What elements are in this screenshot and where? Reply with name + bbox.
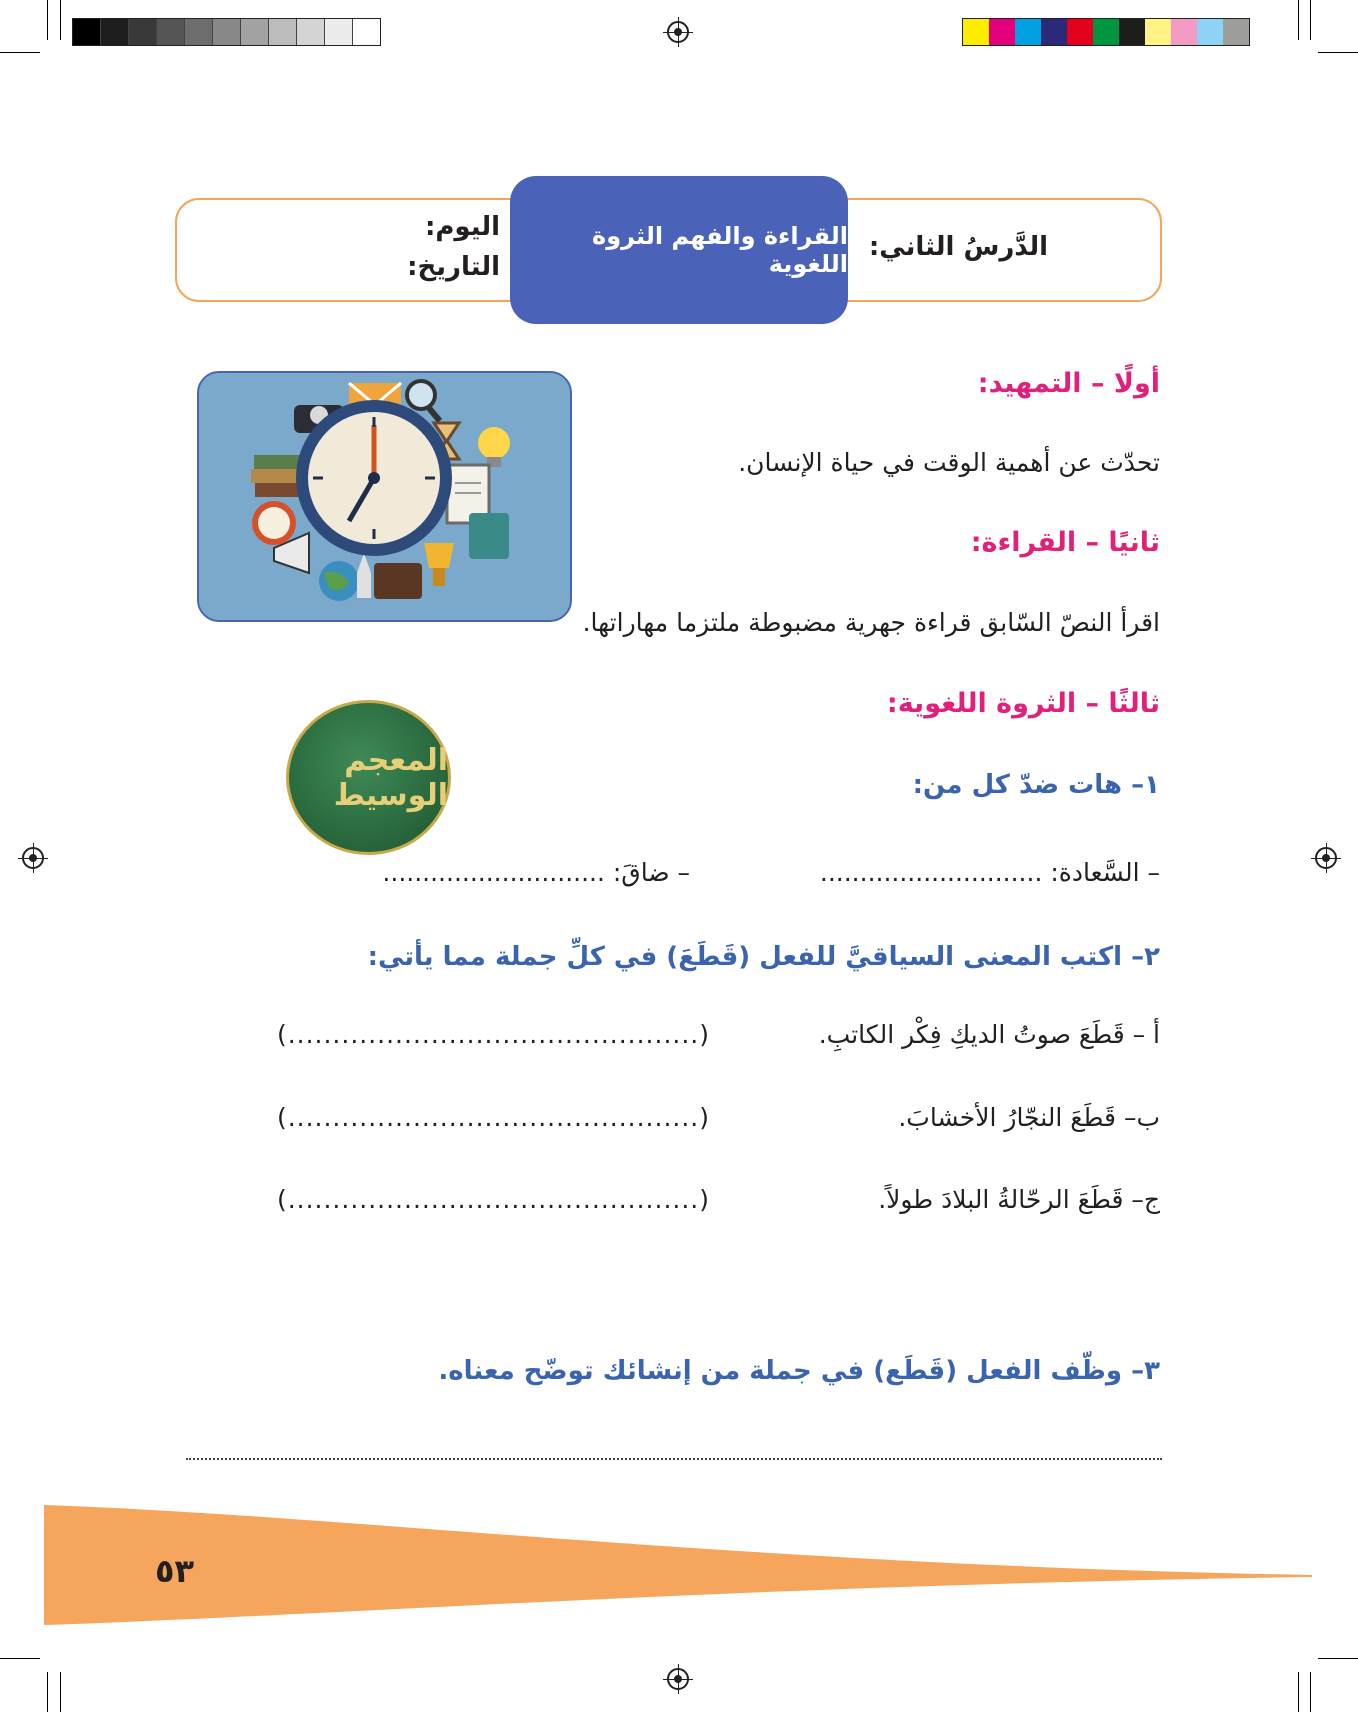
crop-mark: [47, 0, 48, 40]
q2-blank-c: (..............................................): [276, 1185, 710, 1214]
crop-mark: [60, 1672, 61, 1712]
crop-mark: [1298, 0, 1299, 40]
crop-mark: [60, 0, 61, 40]
vocabulary-heading: ثالثًا – الثروة اللغوية:: [886, 688, 1160, 719]
lesson-label: الدَّرسُ الثاني:: [868, 232, 1048, 262]
day-label: اليوم:: [424, 212, 500, 242]
intro-heading: أولًا – التمهيد:: [977, 368, 1160, 399]
grayscale-calibration-bar: [72, 18, 381, 46]
q2-sentence-c: ج– قَطَعَ الرحّالةُ البلادَ طولاً.: [878, 1185, 1160, 1214]
intro-text: تحدّث عن أهمية الوقت في حياة الإنسان.: [738, 448, 1160, 477]
reading-heading: ثانيًا – القراءة:: [970, 527, 1160, 558]
crop-mark: [1318, 52, 1358, 53]
lesson-title-tab: [510, 176, 848, 324]
crop-mark: [47, 1672, 48, 1712]
date-label: التاريخ:: [407, 252, 500, 282]
q2-blank-a: (..............................................): [276, 1020, 710, 1049]
registration-mark-icon: [667, 1668, 689, 1690]
seal-text: المعجم الوسيط: [333, 742, 448, 813]
crop-mark: [1298, 1672, 1299, 1712]
crop-mark: [0, 1658, 40, 1659]
crop-mark: [1310, 0, 1311, 40]
registration-mark-icon: [667, 21, 689, 43]
registration-mark-icon: [22, 847, 44, 869]
antonym-item-narrowed: – ضاقَ: ............................: [382, 858, 690, 887]
answer-line: [186, 1458, 1162, 1460]
antonym-item-happiness: – السَّعادة: ............................: [819, 858, 1160, 887]
question-2-title: ٢– اكتب المعنى السياقيَّ للفعل (قَطَعَ) في كلِّ جملة مما يأتي:: [367, 942, 1160, 972]
crop-mark: [1310, 1672, 1311, 1712]
question-3-title: ٣– وظّف الفعل (قَطَع) في جملة من إنشائك توضّح معناه.: [438, 1356, 1160, 1386]
reading-text: اقرأ النصّ السّابق قراءة جهرية مضبوطة ملتزما مهاراتها.: [582, 608, 1160, 637]
crop-mark: [1318, 1658, 1358, 1659]
q2-blank-b: (..............................................): [276, 1103, 710, 1132]
q2-sentence-b: ب– قَطَعَ النجّارُ الأخشابَ.: [898, 1103, 1160, 1132]
q2-sentence-a: أ – قَطَعَ صوتُ الديكِ فِكْر الكاتبِ.: [818, 1020, 1160, 1049]
crop-mark: [0, 52, 40, 53]
footer-swoosh: [44, 1505, 1312, 1625]
dictionary-seal-image: [286, 700, 451, 855]
clock-collage-image: [197, 371, 572, 622]
registration-mark-icon: [1315, 847, 1337, 869]
question-1-title: ١– هات ضدّ كل من:: [912, 770, 1160, 800]
page-number: ٥٣: [155, 1552, 195, 1590]
color-calibration-bar: [962, 18, 1250, 46]
lesson-title: القراءة والفهم الثروة اللغوية: [592, 222, 848, 278]
